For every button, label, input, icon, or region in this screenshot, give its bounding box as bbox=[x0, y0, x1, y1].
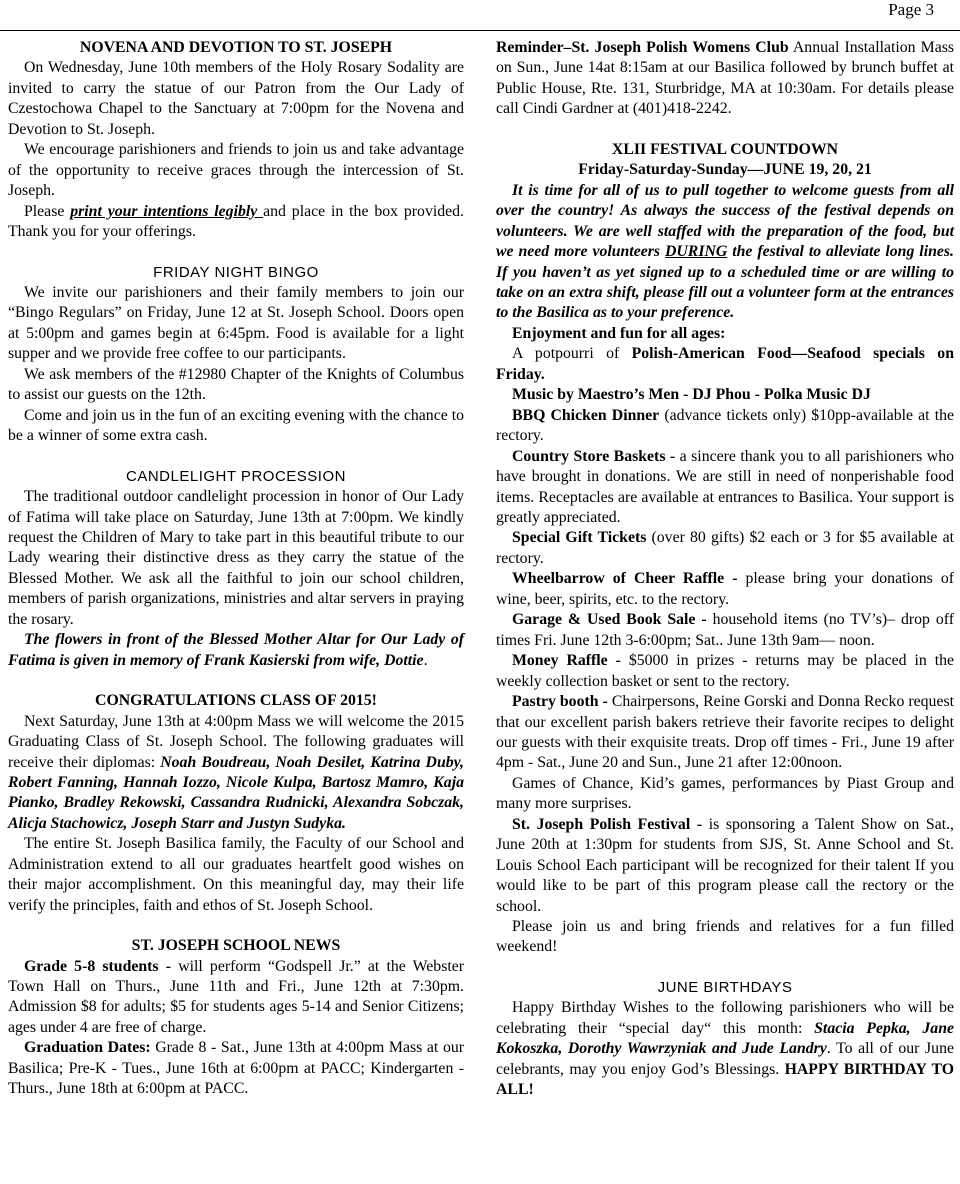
festival-pastry-text: Chairpersons, Reine Gorski and Donna Recko request that our excellent parish bakers retrieve their favorite recipes to delight our guests with their exquisite treats. Drop off times - Fri., June 19 after 4pm - Sat., June 20 and Sun., June 21 after 12:00noon. bbox=[496, 693, 954, 772]
festival-country-store bbox=[496, 447, 954, 529]
festival-intro-1: It is time for all of us to pull together to welcome guests from all over the country! As always the success of the festival depends on volunteers. We are well staffed with the preparation of the food, but we need more volunteers bbox=[496, 181, 954, 261]
reminder-label: Reminder–St. Joseph Polish Womens Club bbox=[496, 39, 789, 56]
festival-country-label: Country Store Baskets - bbox=[512, 447, 676, 465]
festival-bbq-label: BBQ Chicken Dinner bbox=[512, 406, 660, 424]
birthdays-title: JUNE BIRTHDAYS bbox=[657, 978, 793, 996]
candlelight-memorial-end: . bbox=[423, 651, 428, 669]
bingo-paragraph-2: We ask members of the #12980 Chapter of the Knights of Columbus to assist our guests on the 12th. bbox=[8, 365, 464, 404]
novena-title: NOVENA AND DEVOTION TO ST. JOSEPH bbox=[79, 39, 393, 56]
birthdays-text-mid: . To all of our June celebrants, may you enjoy God’s Blessings. bbox=[496, 1040, 954, 1078]
class2015-title: CONGRATULATIONS CLASS OF 2015! bbox=[95, 692, 377, 710]
birthdays-closing: HAPPY BIRTHDAY TO ALL! bbox=[496, 1060, 954, 1099]
school-news-section bbox=[8, 936, 464, 1100]
festival-money-raffle bbox=[496, 651, 954, 692]
novena-paragraph-3 bbox=[8, 202, 464, 243]
novena-paragraph-1: On Wednesday, June 10th members of the Holy Rosary Sodality are invited to carry the statue of our Patron from the Our Lady of Czestochowa Chapel to the Sanctuary at 7:00pm for the Novena and Devotion to St. Joseph. bbox=[8, 59, 464, 138]
class2015-paragraph-1 bbox=[8, 712, 464, 835]
candlelight-paragraph-1: The traditional outdoor candlelight procession in honor of Our Lady of Fatima will take place on Saturday, June 13th at 7:00pm. We kindly request the Children of Mary to take part in this beautiful tribute to our Lady wearing their distinctive dress as they carry the statue of the Blessed Mother. We ask all the faithful to join our school children, members of parish organizations, ministries and altar servers in praying the rosary. bbox=[8, 488, 464, 628]
school-news-p2-label: Graduation Dates: bbox=[24, 1039, 151, 1057]
novena-section bbox=[8, 38, 464, 243]
festival-title: XLII FESTIVAL COUNTDOWN bbox=[611, 140, 839, 158]
festival-closing: Please join us and bring friends and relatives for a fun filled weekend! bbox=[496, 918, 954, 956]
festival-garage-sale bbox=[496, 610, 954, 651]
festival-money-text: $5000 in prizes - returns may be placed in the weekly collection basket or sent to the rectory. bbox=[496, 652, 955, 690]
birthdays-text-pre: Happy Birthday Wishes to the following parishioners who will be celebrating their “special day“ this month: bbox=[496, 999, 954, 1037]
festival-bbq bbox=[496, 406, 954, 447]
festival-enjoyment bbox=[496, 324, 954, 344]
birthdays-section bbox=[496, 978, 954, 1101]
birthdays-paragraph bbox=[496, 998, 954, 1100]
reminder-section bbox=[496, 38, 954, 120]
festival-wheel-text: please bring your donations of wine, beer, spirits, etc. to the rectory. bbox=[496, 570, 955, 608]
festival-potpourri-pre: A potpourri of bbox=[512, 345, 632, 363]
festival-gift-label: Special Gift Tickets bbox=[512, 529, 647, 547]
festival-wheel-label: Wheelbarrow of Cheer Raffle - bbox=[512, 570, 738, 588]
left-column bbox=[8, 38, 464, 1100]
birthdays-names: Stacia Pepka, Jane Kokoszka, Dorothy Wawrzyniak and Jude Landry bbox=[496, 1019, 954, 1058]
school-news-paragraph-1 bbox=[8, 957, 464, 1039]
festival-games: Games of Chance, Kid’s games, performances by Piast Group and many more surprises. bbox=[496, 774, 954, 813]
festival-talent-show bbox=[496, 815, 954, 917]
class2015-graduate-names: Noah Boudreau, Noah Desilet, Katrina Duby, Robert Fanning, Hannah Iozzo, Nicole Kulpa, Bartosz Mamro, Kaja Pianko, Bradley Rekowski, Cassandra Rudnicki, Alexandra Sobczak, Alicja Stachowicz, Joseph Starr and Justyn Sudyka. bbox=[8, 753, 465, 832]
right-column bbox=[496, 38, 954, 1101]
school-news-p2-text: Grade 8 - Sat., June 13th at 4:00pm Mass at our Basilica; Pre-K - Tues., June 16th at 6:00pm at PACC; Kindergarten - Thurs., June 18th at 6:00pm at PACC. bbox=[8, 1039, 464, 1098]
festival-intro-during: DURING bbox=[664, 243, 728, 261]
bingo-section bbox=[8, 263, 464, 447]
school-news-p1-text: will perform “Godspell Jr.” at the Webster Town Hall on Thurs., June 11th and Fri., June 12th at 7:30pm. Admission $8 for adults; $5 for students ages 5-14 and Senior Citizens; ages under 4 are free of charge. bbox=[8, 957, 465, 1036]
festival-garage-text: household items (no TV’s)– drop off times Fri. June 12th 3-6:00pm; Sat.. June 13th 9am— noon. bbox=[496, 611, 954, 649]
festival-bbq-text: (advance tickets only) $10pp-available at the rectory. bbox=[496, 406, 954, 445]
festival-potpourri bbox=[496, 344, 954, 385]
festival-talent-label: St. Joseph Polish Festival - bbox=[512, 815, 703, 833]
bingo-paragraph-3: Come and join us in the fun of an exciting evening with the chance to be a winner of some extra cash. bbox=[8, 406, 464, 445]
novena-p3-pre: Please bbox=[24, 202, 71, 220]
festival-intro-2: the festival to alleviate long lines. If you haven’t as yet signed up to a scheduled time or are willing to take on an extra shift, please fill out a volunteer form at the entrances to the Basilica as to your preference. bbox=[496, 243, 954, 322]
festival-potpourri-bold: Polish-American Food—Seafood specials on Friday. bbox=[496, 345, 954, 383]
festival-music-text: Music by Maestro’s Men - DJ Phou - Polka Music DJ bbox=[512, 386, 871, 404]
reminder-text: Annual Installation Mass on Sun., June 14at 8:15am at our Basilica followed by brunch buffet at Public House, Rte. 131, Sturbridge, MA at 10:30am. For details please call Cindi Gardner at (401)418-2242. bbox=[496, 39, 955, 118]
festival-section bbox=[496, 140, 954, 958]
school-news-paragraph-2 bbox=[8, 1038, 464, 1099]
festival-gift-tickets bbox=[496, 528, 954, 569]
school-news-p1-label: Grade 5-8 students - bbox=[24, 957, 172, 975]
header-rule bbox=[0, 30, 960, 31]
class2015-p1-pre: Next Saturday, June 13th at 4:00pm Mass we will welcome the 2015 Graduating Class of St. Joseph School. The following graduates will receive their diplomas: bbox=[8, 712, 464, 771]
candlelight-memorial-text: The flowers in front of the Blessed Mother Altar for Our Lady of Fatima is given in memory of Frank Kasierski from wife, Dottie bbox=[8, 631, 464, 669]
festival-music bbox=[496, 385, 954, 405]
candlelight-memorial bbox=[8, 630, 464, 671]
festival-pastry-label: Pastry booth - bbox=[512, 693, 608, 711]
festival-enjoyment-text: Enjoyment and fun for all ages: bbox=[512, 324, 726, 342]
novena-p3-post: and place in the box provided. Thank you for your offerings. bbox=[8, 202, 464, 241]
festival-money-label: Money Raffle - bbox=[512, 652, 621, 670]
page-number: Page 3 bbox=[888, 0, 934, 19]
bingo-paragraph-1: We invite our parishioners and their family members to join our “Bingo Regulars” on Friday, June 12 at St. Joseph School. Doors open at 5:00pm and games begin at 6:45pm. Food is available for a light supper and we provide free coffee to our participants. bbox=[8, 283, 464, 363]
festival-garage-label: Garage & Used Book Sale - bbox=[512, 611, 707, 629]
candlelight-section bbox=[8, 467, 464, 672]
festival-wheelbarrow bbox=[496, 569, 954, 610]
novena-p3-emphasis: print your intentions legibly bbox=[70, 202, 264, 220]
class2015-section bbox=[8, 691, 464, 916]
festival-pastry-booth bbox=[496, 692, 954, 774]
festival-country-text: a sincere thank you to all parishioners who have brought in donations. We are still in need of nonperishable food items. Receptacles are available at entrances to Basilica. Your support is greatly appreciated. bbox=[496, 447, 955, 526]
class2015-paragraph-2: The entire St. Joseph Basilica family, the Faculty of our School and Administration extend to all our graduates heartfelt good wishes on their major accomplishment. On this meaningful day, may their life verify the principles, faith and ethos of St. Joseph School. bbox=[8, 835, 464, 914]
festival-gift-text: (over 80 gifts) $2 each or 3 for $5 available at rectory. bbox=[496, 529, 954, 567]
festival-intro bbox=[496, 181, 954, 324]
bingo-title: FRIDAY NIGHT BINGO bbox=[153, 263, 319, 281]
reminder-paragraph bbox=[496, 38, 954, 120]
candlelight-title: CANDLELIGHT PROCESSION bbox=[126, 467, 346, 485]
festival-talent-text: is sponsoring a Talent Show on Sat., June 20th at 1:30pm for students from SJS, St. Anne School and St. Louis School Each participant will be recognized for their talent If you would like to be part of this program please call the rectory or the school. bbox=[496, 815, 955, 915]
novena-paragraph-2: We encourage parishioners and friends to join us and take advantage of the opportunity to receive graces through the intercession of St. Joseph. bbox=[8, 141, 464, 200]
festival-subtitle: Friday-Saturday-Sunday—JUNE 19, 20, 21 bbox=[578, 161, 872, 179]
school-news-title: ST. JOSEPH SCHOOL NEWS bbox=[131, 937, 341, 955]
